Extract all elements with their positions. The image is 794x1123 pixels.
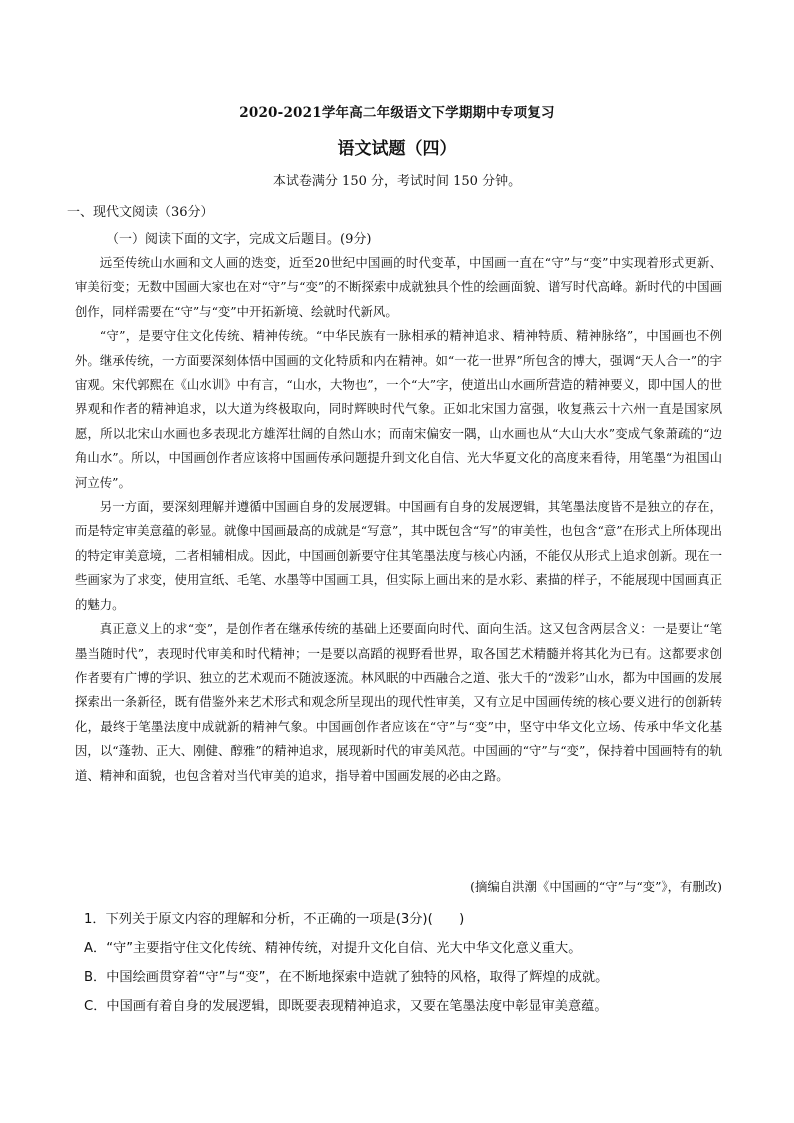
passage-source: (摘编自洪潮《中国画的“守”与“变”》，有删改) [470, 879, 722, 894]
passage-paragraph: 另一方面，要深刻理解并遵循中国画自身的发展逻辑。中国画有自身的发展逻辑，其笔墨法度皆不是独立的存在，而是特定审美意蕴的彰显。就像中国画最高的成就是“写意”，其中既包含“写”的审美性，也包含“意”在形式上所体现出的特定审美意境，二者相辅相成。因此，中国画创新要守住其笔墨法度与核心内涵，不能仅从形式上追求创新。现在一些画家为了求变，使用宣纸、毛笔、水墨等中国画工具，但实际上画出来的是水彩、素描的样子，不能展现中国画真正的魅力。 [75, 499, 722, 612]
part-heading: （一）阅读下面的文字，完成文后题目。(9分) [106, 232, 372, 247]
score-info: 本试卷满分 150 分，考试时间 150 分钟。 [272, 174, 522, 189]
option-b[interactable]: B．中国绘画贯穿着“守”与“变”，在不断地探索中造就了独特的风格，取得了辉煌的成就。 [84, 970, 609, 985]
question-block [84, 905, 734, 1021]
exam-subtitle: 语文试题（四） [337, 139, 457, 159]
passage-paragraph: 真正意义上的求“变”，是创作者在继承传统的基础上还要面向时代、面向生活。这又包含两层含义：一是要让“笔墨当随时代”，表现时代审美和时代精神；一是要以高蹈的视野看世界，取各国艺术精髓并将其化为已有。这都要求创作者要有广博的学识、独立的艺术观而不随波逐流。林风眠的中西融合之道、张大千的“泼彩”山水，都为中国画的发展探索出一条新径，既有借鉴外来艺术形式和观念所呈现出的现代性审美，又有立足中国画传统的核心要义进行的创新转化，最终于笔墨法度中成就新的精神气象。中国画创作者应该在“守”与“变”中，坚守中华文化立场、传承中华文化基因，以“蓬勃、正大、刚健、醇雅”的精神追求，展现新时代的审美风范。中国画的“守”与“变”，保持着中国画特有的轨道、精神和面貌，也包含着对当代审美的追求，指导着中国画发展的必由之路。 [75, 621, 722, 783]
passage-paragraph: “守”，是要守住文化传统、精神传统。“中华民族有一脉相承的精神追求、精神特质、精神脉络”，中国画也不例外。继承传统，一方面要深刻体悟中国画的文化特质和内在精神。如“一花一世界”所包含的博大，强调“天人合一”的宇宙观。宋代郭熙在《山水训》中有言，“山水，大物也”，一个“大”字，使道出山水画所营造的精神要义，即中国人的世界观和作者的精神追求，以大道为终极取向，同时辉映时代气象。正如北宋国力富强，收复燕云十六州一直是国家夙愿，所以北宋山水画也多表现北方雄浑壮阔的自然山水；而南宋偏安一隅，山水画也从“大山大水”变成气象萧疏的“边角山水”。所以，中国画创作者应该将中国画传承问题提升到文化自信、光大华夏文化的高度来看待，用笔墨“为祖国山河立传”。 [75, 328, 722, 490]
passage-paragraph: 远至传统山水画和文人画的迭变，近至20世纪中国画的时代变革，中国画一直在“守”与“变”中实现着形式更新、审美衍变；无数中国画大家也在对“守”与“变”的不断探索中成就独具个性的绘画面貌、谱写时代高峰。新时代的中国画创作，同样需要在“守”与“变”中开拓新境、绘就时代新风。 [75, 255, 722, 319]
reading-passage [75, 251, 722, 788]
question-stem: 1．下列关于原文内容的理解和分析，不正确的一项是(3分)( ) [84, 912, 465, 927]
exam-title: 2020-2021学年高二年级语文下学期期中专项复习 [239, 105, 555, 121]
option-c[interactable]: C．中国画有着自身的发展逻辑，即既要表现精神追求，又要在笔墨法度中彰显审美意蕴。 [84, 999, 608, 1014]
option-a[interactable]: A．“守”主要指守住文化传统、精神传统，对提升文化自信、光大中华文化意义重大。 [84, 941, 582, 956]
section-heading: 一、现代文阅读（36分） [67, 205, 214, 220]
